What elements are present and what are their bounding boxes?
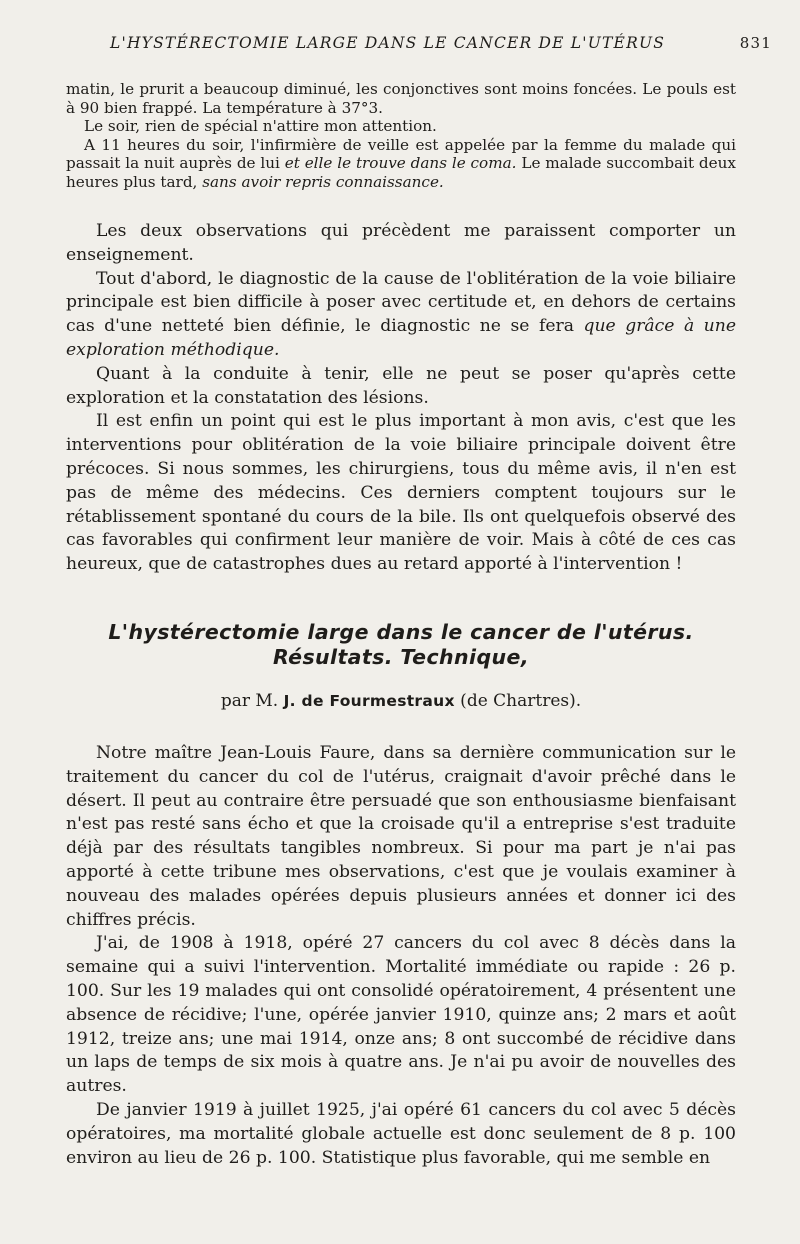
text-run: A 11 heures du soir, l'infirmière de veille est appelée par la femme du malade qui passait la nuit auprès de lui [66, 135, 736, 173]
article-paragraph: De janvier 1919 à juillet 1925, j'ai opéré 61 cancers du col avec 5 décès opératoires, ma mortalité globale actuelle est donc seulement de 8 p. 100 environ au lieu de 26 p. 100. Statistique plus favorable, qui me semble en [66, 1099, 736, 1168]
author-suffix: (de Chartres). [454, 691, 582, 711]
emphasis: que grâce à une exploration méthodique. [66, 316, 736, 360]
article-title [66, 620, 736, 670]
discussion-paragraph [66, 268, 736, 363]
title-line-2: Résultats. Technique, [272, 645, 530, 669]
case-notes [66, 80, 736, 192]
article-paragraph: Notre maître Jean-Louis Faure, dans sa dernière communication sur le traitement du cancer du col de l'utérus, craignait d'avoir prêché dans le désert. Il peut au contraire être persuadé que son enthousiasme bienfaisant n'est pas resté sans écho et que la croisade qu'il a entreprise s'est traduite déjà par des résultats tangibles nombreux. Si pour ma part je n'ai pas apporté à cette tribune mes observations, c'est que je voulais examiner à nouveau des malades opérées depuis plusieurs années et donner ici des chiffres précis. [66, 743, 736, 930]
author-name: J. de Fourmestraux [283, 692, 455, 710]
running-title: L'HYSTÉRECTOMIE LARGE DANS LE CANCER DE L'UTÉRUS [110, 34, 666, 52]
case-note-paragraph: Le soir, rien de spécial n'attire mon attention. [84, 117, 437, 136]
author-line [66, 690, 736, 712]
running-header [92, 34, 772, 56]
case-note-paragraph [66, 136, 736, 192]
case-note-paragraph: matin, le prurit a beaucoup diminué, les conjonctives sont moins foncées. Le pouls est à 90 bien frappé. La température à 37°3. [66, 80, 736, 117]
title-line-1: L'hystérectomie large dans le cancer de l'utérus. [108, 620, 694, 644]
page-number: 831 [739, 34, 772, 52]
emphasis: sans avoir repris connaissance. [202, 172, 444, 191]
author-prefix: par M. [220, 691, 284, 711]
emphasis: et elle le trouve dans le coma. [284, 154, 517, 173]
text-run: Tout d'abord, le diagnostic de la cause de l'oblitération de la voie biliaire principale est bien difficile à poser avec certitude et, en dehors de certains cas d'une netteté bien définie, le diagnostic ne se fera [66, 268, 736, 337]
article-body [66, 742, 736, 1170]
discussion-paragraph: Il est enfin un point qui est le plus important à mon avis, c'est que les interventions pour oblitération de la voie biliaire principale doivent être précoces. Si nous sommes, les chirurgiens, tous du même avis, il n'en est pas de même des médecins. Ces derniers comptent toujours sur le rétablissement spontané du cours de la bile. Ils ont quelquefois observé des cas favorables qui confirment leur manière de voir. Mais à côté de ces cas heureux, que de catastrophes dues au retard apporté à l'intervention ! [66, 411, 736, 575]
discussion-paragraph: Quant à la conduite à tenir, elle ne peut se poser qu'après cette exploration et la constatation des lésions. [66, 363, 736, 408]
article-paragraph: J'ai, de 1908 à 1918, opéré 27 cancers du col avec 8 décès dans la semaine qui a suivi l'intervention. Mortalité immédiate ou rapide : 26 p. 100. Sur les 19 malades qui ont consolidé opératoirement, 4 présentent une absence de récidive; l'une, opérée janvier 1910, quinze ans; 2 mars et août 1912, treize ans; une mai 1914, onze ans; 8 ont succombé de récidive dans un laps de temps de six mois à quatre ans. Je n'ai pu avoir de nouvelles des autres. [66, 933, 736, 1097]
discussion-paragraph: Les deux observations qui précèdent me paraissent comporter un enseignement. [66, 221, 736, 265]
text-run: Le malade succombait deux heures plus tard, [66, 154, 736, 191]
discussion [66, 220, 736, 577]
